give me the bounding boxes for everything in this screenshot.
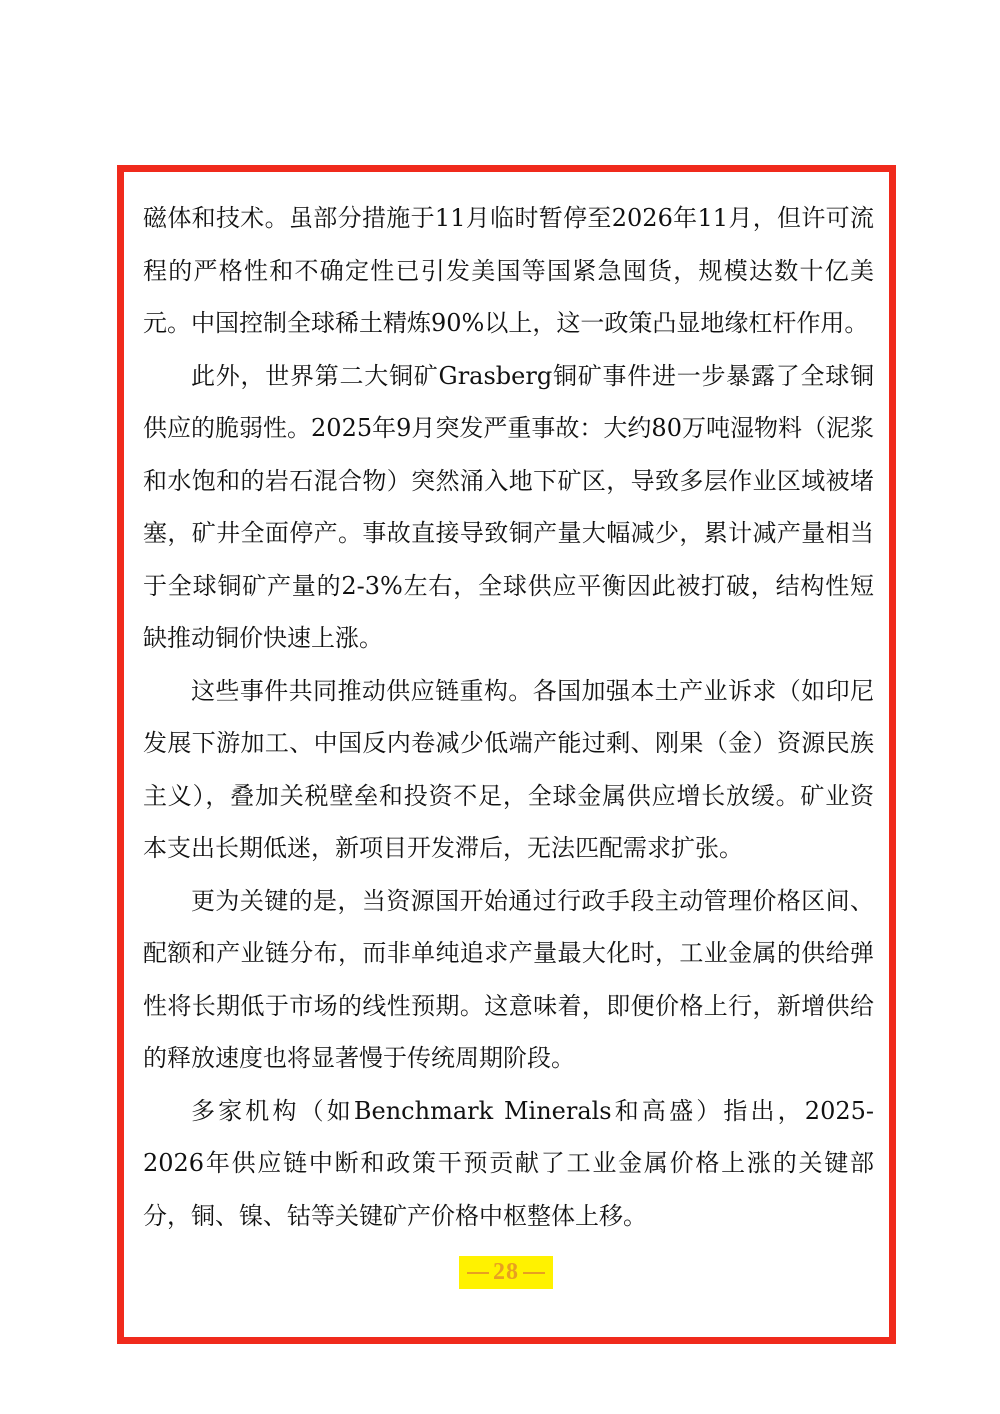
- document-body: [143, 192, 874, 1242]
- page-frame: [117, 165, 896, 1344]
- paragraph-grasberg: 此外，世界第二大铜矿Grasberg铜矿事件进一步暴露了全球铜供应的脆弱性。2025年9月突发严重事故：大约80万吨湿物料（泥浆和水饱和的岩石混合物）突然涌入地下矿区，导致多层作业区域被堵塞，矿井全面停产。事故直接导致铜产量大幅减少，累计减产量相当于全球铜矿产量的2-3%左右，全球供应平衡因此被打破，结构性短缺推动铜价快速上涨。: [143, 361, 874, 652]
- paragraph-institutions: 多家机构（如Benchmark Minerals和高盛）指出，2025-2026年供应链中断和政策干预贡献了工业金属价格上涨的关键部分，铜、镍、钴等关键矿产价格中枢整体上移。: [143, 1096, 874, 1230]
- paragraph-supply-elasticity: 更为关键的是，当资源国开始通过行政手段主动管理价格区间、配额和产业链分布，而非单纯追求产量最大化时，工业金属的供给弹性将长期低于市场的线性预期。这意味着，即便价格上行，新增供给的释放速度也将显著慢于传统周期阶段。: [143, 886, 874, 1072]
- dash-left-icon: [467, 1272, 489, 1274]
- page-number-badge: [459, 1256, 553, 1289]
- paragraph-continued: 磁体和技术。虽部分措施于11月临时暂停至2026年11月，但许可流程的严格性和不确定性已引发美国等国紧急囤货，规模达数十亿美元。中国控制全球稀土精炼90%以上，这一政策凸显地缘杠杆作用。: [143, 204, 874, 337]
- paragraph-supply-chain: 这些事件共同推动供应链重构。各国加强本土产业诉求（如印尼发展下游加工、中国反内卷减少低端产能过剩、刚果（金）资源民族主义），叠加关税壁垒和投资不足，全球金属供应增长放缓。矿业资本支出长期低迷，新项目开发滞后，无法匹配需求扩张。: [143, 676, 874, 862]
- page-number: 28: [493, 1259, 519, 1285]
- dash-right-icon: [523, 1272, 545, 1274]
